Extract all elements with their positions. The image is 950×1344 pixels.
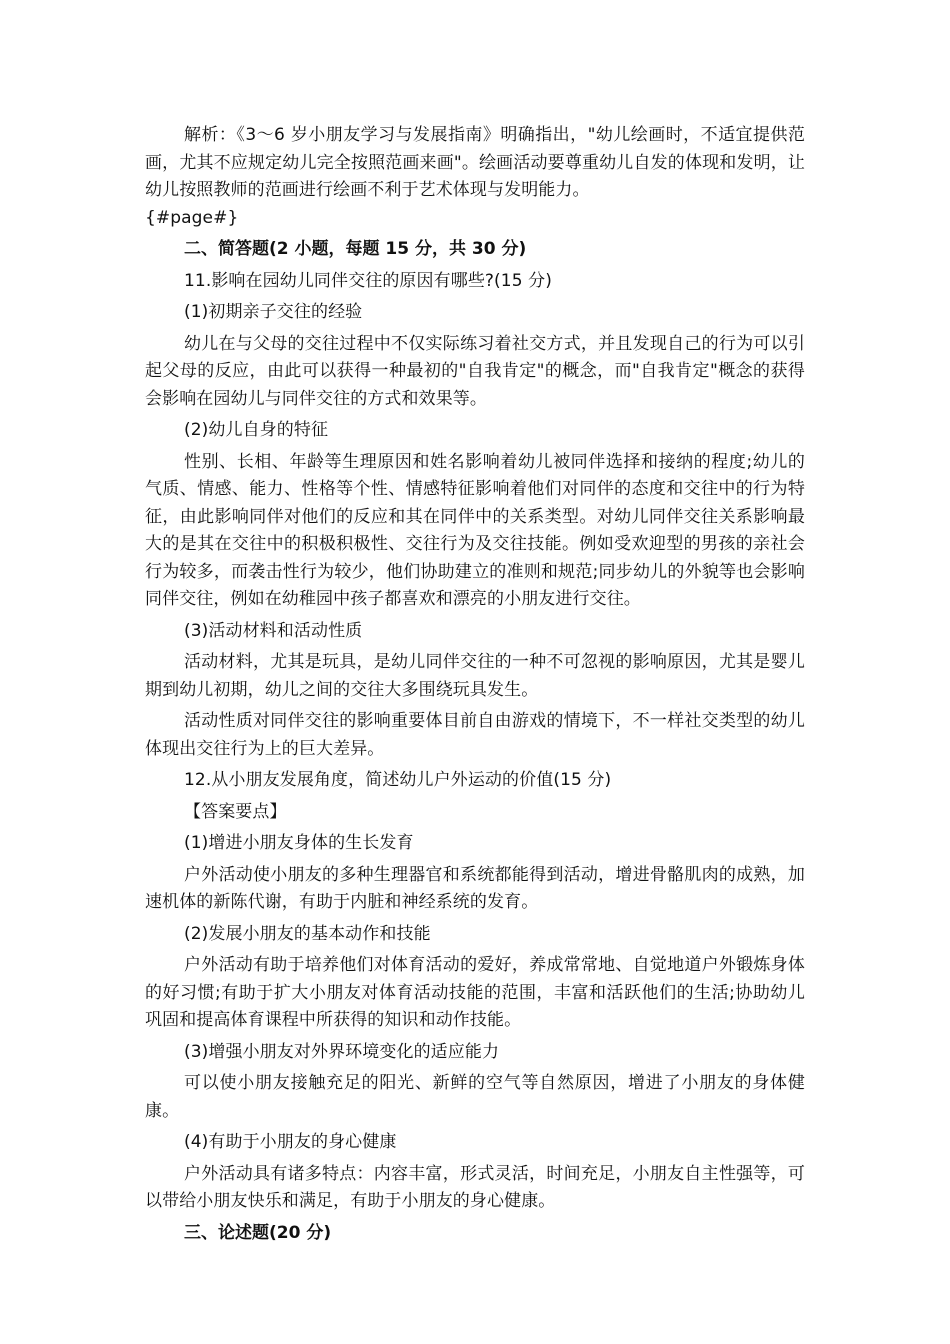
q11-point-3-text-a: 活动材料，尤其是玩具，是幼儿同伴交往的一种不可忽视的影响原因，尤其是婴儿期到幼儿初期，幼儿之间的交往大多围绕玩具发生。 (145, 652, 805, 700)
q12-point-3-text: 可以使小朋友接触充足的阳光、新鲜的空气等自然原因，增进了小朋友的身体健康。 (145, 1073, 805, 1121)
q12-point-3-title: (3)增强小朋友对外界环境变化的适应能力 (184, 1041, 500, 1062)
q11-point-1-title: (1)初期亲子交往的经验 (184, 302, 363, 322)
question-11: 11.影响在园幼儿同伴交往的原因有哪些?(15 分) (184, 270, 552, 291)
q11-point-1-text: 幼儿在与父母的交往过程中不仅实际练习着社交方式，并且发现自己的行为可以引起父母的反应，由此可以获得一种最初的"自我肯定"的概念，而"自我肯定"概念的获得会影响在园幼儿与同伴交往的方式和效果等。 (145, 333, 805, 409)
q12-point-1-title: (1)增进小朋友身体的生长发育 (184, 833, 414, 853)
q11-point-3-text-b: 活动性质对同伴交往的影响重要体目前自由游戏的情境下，不一样社交类型的幼儿体现出交往行为上的巨大差异。 (145, 711, 805, 759)
q12-point-1-text: 户外活动使小朋友的多种生理器官和系统都能得到活动，增进骨骼肌肉的成熟，加速机体的新陈代谢，有助于内脏和神经系统的发育。 (145, 864, 805, 912)
q11-point-2-title: (2)幼儿自身的特征 (184, 420, 329, 440)
section-3-title: 三、论述题(20 分) (184, 1222, 332, 1243)
q12-point-4-text: 户外活动具有诸多特点：内容丰富，形式灵活，时间充足，小朋友自主性强等，可以带给小朋友快乐和满足，有助于小朋友的身心健康。 (145, 1163, 805, 1211)
answer-key-label: 【答案要点】 (184, 801, 287, 822)
q12-point-2-text: 户外活动有助于培养他们对体育活动的爱好，养成常常地、自觉地道户外锻炼身体的好习惯;有助于扩大小朋友对体育活动技能的范围，丰富和活跃他们的生活;协助幼儿巩固和提高体育课程中所获得的知识和动作技能。 (145, 955, 805, 1030)
q11-point-3-title: (3)活动材料和活动性质 (184, 620, 363, 641)
question-12: 12.从小朋友发展角度，简述幼儿户外运动的价值(15 分) (184, 770, 612, 790)
q12-point-4-title: (4)有助于小朋友的身心健康 (184, 1132, 397, 1152)
q12-point-2-title: (2)发展小朋友的基本动作和技能 (184, 923, 431, 944)
intro-paragraph: 解析：《3～6 岁小朋友学习与发展指南》明确指出，"幼儿绘画时，不适宜提供范画，尤其不应规定幼儿完全按照范画来画"。绘画活动要尊重幼儿自发的体现和发明，让幼儿按照教师的范画进行绘画不利于艺术体现与发明能力。 (145, 125, 805, 200)
document-body (145, 122, 805, 1247)
page-marker: {#page#} (145, 207, 239, 228)
q11-point-2-text: 性别、长相、年龄等生理原因和姓名影响着幼儿被同伴选择和接纳的程度;幼儿的气质、情感、能力、性格等个性、情感特征影响着他们对同伴的态度和交往中的行为特征，由此影响同伴对他们的反应和其在同伴中的关系类型。对幼儿同伴交往关系影响最大的是其在交往中的积极积极性、交往行为及交往技能。例如受欢迎型的男孩的亲社会行为较多，而袭击性行为较少，他们协助建立的准则和规范;同步幼儿的外貌等也会影响同伴交往，例如在幼稚园中孩子都喜欢和漂亮的小朋友进行交往。 (145, 451, 805, 609)
section-2-title: 二、简答题(2 小题，每题 15 分，共 30 分) (184, 239, 527, 259)
